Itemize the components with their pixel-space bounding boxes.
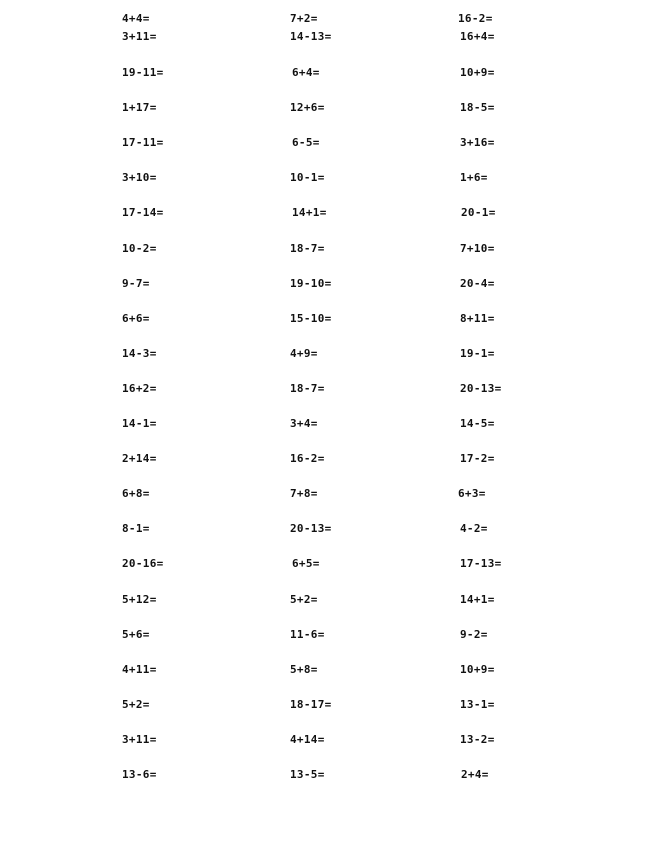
math-problem: 18-5=: [460, 101, 495, 115]
math-problem: 4+14=: [290, 732, 325, 746]
math-problem: 5+2=: [290, 592, 318, 606]
math-problem: 17-14=: [122, 206, 164, 220]
math-problem: 10-2=: [122, 241, 157, 255]
math-problem: 15-10=: [290, 311, 332, 325]
math-problem: 20-13=: [460, 381, 502, 395]
math-problem: 2+4=: [461, 768, 489, 781]
math-problem: 14+1=: [460, 592, 495, 606]
math-problem: 4+9=: [290, 346, 318, 360]
math-problem: 20-1=: [461, 206, 496, 220]
math-problem: 6+3=: [458, 487, 486, 501]
math-problem: 8+11=: [460, 311, 495, 325]
math-problem: 18-7=: [290, 381, 325, 395]
math-problem: 19-1=: [460, 346, 495, 360]
math-problem: 16-2=: [458, 12, 493, 25]
math-problem: 6+5=: [292, 557, 320, 571]
math-problem: 19-10=: [290, 276, 332, 290]
math-problem: 9-2=: [460, 627, 488, 641]
math-problem: 17-11=: [122, 136, 164, 150]
math-problem: 14-13=: [290, 30, 332, 43]
math-problem: 18-7=: [290, 241, 325, 255]
math-problem: 4+4=: [122, 12, 150, 25]
math-problem: 17-2=: [460, 452, 495, 466]
math-problem: 7+10=: [460, 241, 495, 255]
math-problem: 16+2=: [122, 381, 157, 395]
math-problem: 14+1=: [292, 206, 327, 220]
math-problem: 1+17=: [122, 101, 157, 115]
math-problem: 11-6=: [290, 627, 325, 641]
math-problem: 18-17=: [290, 697, 332, 711]
math-problem: 2+14=: [122, 452, 157, 466]
math-problem: 5+12=: [122, 592, 157, 606]
math-problem: 13-1=: [460, 697, 495, 711]
math-problem: 8-1=: [122, 522, 150, 536]
math-problem: 3+10=: [122, 171, 157, 185]
math-problem: 14-1=: [122, 417, 157, 430]
math-problem: 4-2=: [460, 522, 488, 536]
math-problem: 20-16=: [122, 557, 164, 571]
math-problem: 20-4=: [460, 276, 495, 290]
math-problem: 13-5=: [290, 768, 325, 781]
math-problem: 16-2=: [290, 452, 325, 466]
math-problem: 10-1=: [290, 171, 325, 185]
math-problem: 14-5=: [460, 417, 495, 430]
math-problem: 5+2=: [122, 697, 150, 711]
math-problem: 7+2=: [290, 12, 318, 25]
math-problem: 3+16=: [460, 136, 495, 150]
math-problem: 3+11=: [122, 30, 157, 43]
math-problem: 5+6=: [122, 627, 150, 641]
math-problem: 14-3=: [122, 346, 157, 360]
math-problem: 5+8=: [290, 662, 318, 676]
math-problem: 13-2=: [460, 732, 495, 746]
math-problem: 6+6=: [122, 311, 150, 325]
math-problem: 9-7=: [122, 276, 150, 290]
math-problem: 13-6=: [122, 768, 157, 781]
math-problem: 10+9=: [460, 66, 495, 79]
math-problem: 4+11=: [122, 662, 157, 676]
math-problem: 1+6=: [460, 171, 488, 185]
math-problem: 7+8=: [290, 487, 318, 501]
math-problem: 6+4=: [292, 66, 320, 79]
math-problem: 17-13=: [460, 557, 502, 571]
math-problem: 3+4=: [290, 417, 318, 430]
math-problem: 19-11=: [122, 66, 164, 79]
math-problem: 20-13=: [290, 522, 332, 536]
math-problem: 6-5=: [292, 136, 320, 150]
math-problem: 10+9=: [460, 662, 495, 676]
math-problem: 12+6=: [290, 101, 325, 115]
math-problem: 3+11=: [122, 732, 157, 746]
math-problem: 6+8=: [122, 487, 150, 501]
math-problem: 16+4=: [460, 30, 495, 43]
